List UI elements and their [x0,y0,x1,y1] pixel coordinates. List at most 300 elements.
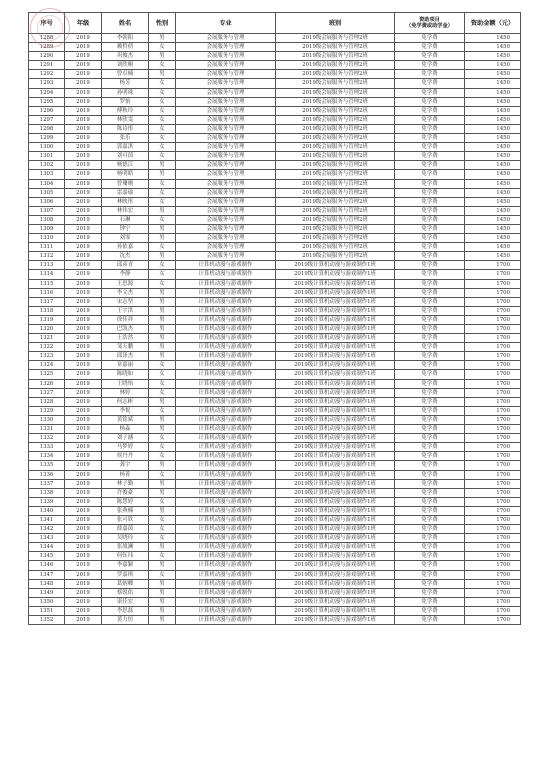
cell-class: 2019级计算机动漫与游戏制作1班 [276,461,395,470]
cell-year: 2019 [65,215,102,224]
header-project-line2: （免学费或助学金） [406,23,453,29]
cell-year: 2019 [65,425,102,434]
cell-seq: 1347 [29,570,65,579]
cell-name: 李朝阳 [102,34,149,43]
cell-project: 免学费 [395,52,465,61]
cell-class: 2019级计算机动漫与游戏制作1班 [276,561,395,570]
table-row [29,570,521,579]
cell-major: 计算机动漫与游戏制作 [176,570,276,579]
cell-class: 2019级计算机动漫与游戏制作1班 [276,543,395,552]
cell-project: 免学费 [395,34,465,43]
cell-gender: 女 [149,470,176,479]
cell-amount: 1450 [465,43,521,52]
cell-year: 2019 [65,452,102,461]
cell-gender: 女 [149,515,176,524]
cell-project: 免学费 [395,406,465,415]
cell-gender: 男 [149,52,176,61]
cell-year: 2019 [65,552,102,561]
header-seq: 序号 [29,13,65,34]
table-row [29,52,521,61]
cell-gender: 女 [149,243,176,252]
cell-project: 免学费 [395,315,465,324]
cell-amount: 1450 [465,197,521,206]
cell-year: 2019 [65,270,102,279]
cell-gender: 女 [149,97,176,106]
cell-major: 计算机动漫与游戏制作 [176,452,276,461]
cell-project: 免学费 [395,488,465,497]
cell-year: 2019 [65,306,102,315]
cell-amount: 1700 [465,606,521,615]
cell-year: 2019 [65,79,102,88]
cell-name: 邱彦青 [102,261,149,270]
cell-project: 免学费 [395,79,465,88]
cell-seq: 1292 [29,70,65,79]
cell-major: 计算机动漫与游戏制作 [176,325,276,334]
cell-name: 黄力恒 [102,616,149,625]
cell-year: 2019 [65,279,102,288]
cell-year: 2019 [65,224,102,233]
cell-amount: 1450 [465,134,521,143]
cell-seq: 1316 [29,288,65,297]
cell-name: 陈慧婷 [102,497,149,506]
cell-gender: 女 [149,188,176,197]
cell-major: 计算机动漫与游戏制作 [176,406,276,415]
cell-name: 王思源 [102,279,149,288]
table-row [29,43,521,52]
cell-name: 张燕楠 [102,506,149,515]
cell-amount: 1450 [465,143,521,152]
cell-major: 计算机动漫与游戏制作 [176,552,276,561]
cell-class: 2019级计算机动漫与游戏制作1班 [276,452,395,461]
cell-year: 2019 [65,252,102,261]
cell-year: 2019 [65,525,102,534]
cell-major: 会展服务与管理 [176,52,276,61]
cell-seq: 1314 [29,270,65,279]
cell-gender: 女 [149,88,176,97]
cell-year: 2019 [65,597,102,606]
cell-major: 会展服务与管理 [176,224,276,233]
cell-year: 2019 [65,43,102,52]
cell-name: 钟宁 [102,224,149,233]
cell-class: 2019级计算机动漫与游戏制作1班 [276,515,395,524]
table-row [29,170,521,179]
cell-major: 会展服务与管理 [176,188,276,197]
header-major: 专业 [176,13,276,34]
cell-amount: 1700 [465,361,521,370]
table-row [29,406,521,415]
cell-major: 计算机动漫与游戏制作 [176,543,276,552]
table-row [29,388,521,397]
cell-seq: 1334 [29,452,65,461]
cell-year: 2019 [65,152,102,161]
cell-class: 2019级会展服务与管理2班 [276,170,395,179]
cell-major: 计算机动漫与游戏制作 [176,334,276,343]
funding-table [28,12,521,625]
cell-project: 免学费 [395,188,465,197]
cell-gender: 女 [149,406,176,415]
cell-class: 2019级计算机动漫与游戏制作1班 [276,425,395,434]
cell-seq: 1320 [29,325,65,334]
cell-seq: 1345 [29,552,65,561]
cell-seq: 1332 [29,434,65,443]
cell-name: 薛嘉茵 [102,525,149,534]
table-row [29,461,521,470]
cell-major: 计算机动漫与游戏制作 [176,425,276,434]
cell-class: 2019级会展服务与管理2班 [276,61,395,70]
cell-project: 免学费 [395,434,465,443]
cell-seq: 1294 [29,88,65,97]
cell-seq: 1338 [29,488,65,497]
cell-class: 2019级计算机动漫与游戏制作1班 [276,570,395,579]
cell-amount: 1700 [465,515,521,524]
cell-gender: 男 [149,234,176,243]
cell-name: 蔡锐佑 [102,588,149,597]
cell-seq: 1326 [29,379,65,388]
table-row [29,616,521,625]
table-row [29,325,521,334]
table-row [29,397,521,406]
cell-year: 2019 [65,188,102,197]
cell-seq: 1329 [29,406,65,415]
funding-list-sheet [28,12,520,625]
cell-gender: 女 [149,552,176,561]
cell-seq: 1304 [29,179,65,188]
cell-project: 免学费 [395,525,465,534]
cell-class: 2019级计算机动漫与游戏制作1班 [276,397,395,406]
cell-class: 2019级会展服务与管理2班 [276,188,395,197]
cell-amount: 1700 [465,352,521,361]
cell-class: 2019级计算机动漫与游戏制作1班 [276,443,395,452]
cell-name: 谌佳宏 [102,597,149,606]
table-row [29,525,521,534]
cell-amount: 1700 [465,388,521,397]
cell-year: 2019 [65,124,102,133]
table-row [29,370,521,379]
cell-major: 计算机动漫与游戏制作 [176,606,276,615]
cell-name: 徐佳祥 [102,315,149,324]
cell-amount: 1700 [465,406,521,415]
cell-amount: 1700 [465,397,521,406]
header-gender: 性别 [149,13,176,34]
cell-amount: 1450 [465,61,521,70]
cell-seq: 1319 [29,315,65,324]
cell-major: 会展服务与管理 [176,161,276,170]
cell-amount: 1700 [465,334,521,343]
cell-seq: 1288 [29,34,65,43]
table-row [29,270,521,279]
cell-major: 计算机动漫与游戏制作 [176,561,276,570]
cell-year: 2019 [65,497,102,506]
cell-major: 计算机动漫与游戏制作 [176,397,276,406]
cell-gender: 女 [149,452,176,461]
cell-class: 2019级计算机动漫与游戏制作1班 [276,361,395,370]
table-body [29,34,521,625]
cell-project: 免学费 [395,343,465,352]
cell-class: 2019级计算机动漫与游戏制作1班 [276,488,395,497]
cell-year: 2019 [65,406,102,415]
cell-year: 2019 [65,243,102,252]
cell-name: 侯丹丹 [102,452,149,461]
cell-name: 宋志坚 [102,297,149,306]
cell-gender: 男 [149,397,176,406]
cell-class: 2019级会展服务与管理2班 [276,115,395,124]
cell-major: 计算机动漫与游戏制作 [176,461,276,470]
cell-year: 2019 [65,543,102,552]
cell-name: 葛炳卿 [102,579,149,588]
cell-class: 2019级计算机动漫与游戏制作1班 [276,306,395,315]
cell-gender: 女 [149,115,176,124]
cell-gender: 男 [149,334,176,343]
cell-project: 免学费 [395,479,465,488]
cell-name: 陈诗彤 [102,124,149,133]
cell-class: 2019级计算机动漫与游戏制作1班 [276,479,395,488]
cell-amount: 1450 [465,161,521,170]
cell-seq: 1350 [29,597,65,606]
cell-seq: 1331 [29,425,65,434]
cell-name: 张战澜 [102,543,149,552]
cell-seq: 1340 [29,506,65,515]
cell-class: 2019级计算机动漫与游戏制作1班 [276,261,395,270]
table-row [29,488,521,497]
cell-project: 免学费 [395,124,465,133]
header-class: 班别 [276,13,395,34]
cell-amount: 1700 [465,315,521,324]
cell-year: 2019 [65,534,102,543]
cell-class: 2019级计算机动漫与游戏制作1班 [276,334,395,343]
cell-amount: 1700 [465,534,521,543]
table-row [29,161,521,170]
cell-year: 2019 [65,115,102,124]
table-row [29,379,521,388]
table-row [29,334,521,343]
cell-project: 免学费 [395,306,465,315]
cell-major: 计算机动漫与游戏制作 [176,588,276,597]
cell-year: 2019 [65,61,102,70]
cell-class: 2019级计算机动漫与游戏制作1班 [276,270,395,279]
cell-year: 2019 [65,234,102,243]
header-project [395,13,465,34]
cell-year: 2019 [65,443,102,452]
cell-year: 2019 [65,606,102,615]
cell-gender: 男 [149,343,176,352]
cell-amount: 1700 [465,425,521,434]
table-row [29,343,521,352]
cell-class: 2019级计算机动漫与游戏制作1班 [276,370,395,379]
cell-year: 2019 [65,616,102,625]
cell-amount: 1450 [465,152,521,161]
table-row [29,515,521,524]
cell-name: 曾珊珊 [102,179,149,188]
cell-gender: 女 [149,179,176,188]
cell-year: 2019 [65,579,102,588]
cell-project: 免学费 [395,452,465,461]
cell-year: 2019 [65,315,102,324]
cell-name: 赖哲倩 [102,43,149,52]
cell-major: 计算机动漫与游戏制作 [176,352,276,361]
cell-class: 2019级会展服务与管理2班 [276,197,395,206]
cell-project: 免学费 [395,534,465,543]
cell-year: 2019 [65,488,102,497]
cell-major: 会展服务与管理 [176,43,276,52]
cell-amount: 1700 [465,415,521,424]
cell-major: 计算机动漫与游戏制作 [176,470,276,479]
table-row [29,452,521,461]
cell-gender: 男 [149,352,176,361]
cell-amount: 1450 [465,224,521,233]
cell-class: 2019级会展服务与管理2班 [276,43,395,52]
cell-amount: 1700 [465,261,521,270]
table-row [29,470,521,479]
cell-year: 2019 [65,206,102,215]
cell-amount: 1450 [465,88,521,97]
cell-gender: 男 [149,315,176,324]
cell-major: 计算机动漫与游戏制作 [176,415,276,424]
cell-class: 2019级计算机动漫与游戏制作1班 [276,534,395,543]
cell-major: 会展服务与管理 [176,134,276,143]
cell-seq: 1352 [29,616,65,625]
cell-amount: 1700 [465,379,521,388]
table-row [29,552,521,561]
cell-name: 张乐 [102,134,149,143]
cell-amount: 1450 [465,79,521,88]
table-row [29,215,521,224]
table-row [29,425,521,434]
cell-seq: 1296 [29,106,65,115]
cell-major: 会展服务与管理 [176,79,276,88]
table-row [29,70,521,79]
cell-name: 张可欣 [102,515,149,524]
cell-name: 刘霏 [102,234,149,243]
cell-seq: 1312 [29,252,65,261]
cell-project: 免学费 [395,425,465,434]
cell-amount: 1700 [465,570,521,579]
cell-seq: 1306 [29,197,65,206]
cell-class: 2019级会展服务与管理2班 [276,161,395,170]
cell-project: 免学费 [395,552,465,561]
cell-project: 免学费 [395,325,465,334]
cell-major: 计算机动漫与游戏制作 [176,579,276,588]
table-row [29,297,521,306]
cell-year: 2019 [65,70,102,79]
cell-gender: 男 [149,479,176,488]
cell-amount: 1700 [465,616,521,625]
cell-class: 2019级会展服务与管理2班 [276,34,395,43]
cell-amount: 1450 [465,170,521,179]
cell-project: 免学费 [395,61,465,70]
table-row [29,315,521,324]
cell-major: 计算机动漫与游戏制作 [176,479,276,488]
cell-year: 2019 [65,361,102,370]
cell-major: 计算机动漫与游戏制作 [176,261,276,270]
cell-amount: 1450 [465,34,521,43]
cell-year: 2019 [65,334,102,343]
cell-gender: 男 [149,561,176,570]
cell-major: 计算机动漫与游戏制作 [176,597,276,606]
cell-project: 免学费 [395,543,465,552]
cell-amount: 1700 [465,325,521,334]
cell-amount: 1700 [465,306,521,315]
cell-amount: 1700 [465,525,521,534]
cell-gender: 女 [149,106,176,115]
cell-year: 2019 [65,479,102,488]
cell-seq: 1323 [29,352,65,361]
cell-year: 2019 [65,388,102,397]
cell-class: 2019级会展服务与管理2班 [276,179,395,188]
cell-seq: 1301 [29,152,65,161]
cell-gender: 男 [149,579,176,588]
cell-amount: 1450 [465,179,521,188]
cell-major: 会展服务与管理 [176,215,276,224]
cell-gender: 男 [149,606,176,615]
cell-amount: 1450 [465,252,521,261]
cell-year: 2019 [65,570,102,579]
cell-class: 2019级计算机动漫与游戏制作1班 [276,525,395,534]
cell-class: 2019级会展服务与管理2班 [276,224,395,233]
cell-class: 2019级计算机动漫与游戏制作1班 [276,588,395,597]
cell-seq: 1330 [29,415,65,424]
cell-seq: 1307 [29,206,65,215]
header-year: 年级 [65,13,102,34]
cell-amount: 1700 [465,288,521,297]
table-row [29,143,521,152]
cell-major: 会展服务与管理 [176,206,276,215]
cell-amount: 1700 [465,579,521,588]
cell-gender: 男 [149,325,176,334]
cell-major: 计算机动漫与游戏制作 [176,506,276,515]
table-row [29,97,521,106]
cell-name: 杨淼 [102,425,149,434]
table-row [29,224,521,233]
cell-class: 2019级计算机动漫与游戏制作1班 [276,406,395,415]
cell-gender: 女 [149,370,176,379]
cell-year: 2019 [65,179,102,188]
table-row [29,543,521,552]
cell-major: 计算机动漫与游戏制作 [176,515,276,524]
cell-class: 2019级会展服务与管理2班 [276,88,395,97]
table-row [29,34,521,43]
cell-year: 2019 [65,261,102,270]
cell-year: 2019 [65,170,102,179]
cell-gender: 女 [149,197,176,206]
cell-name: 傅秋玲 [102,106,149,115]
cell-year: 2019 [65,325,102,334]
cell-name: 黄铭斌 [102,415,149,424]
cell-gender: 男 [149,252,176,261]
table-row [29,197,521,206]
cell-class: 2019级计算机动漫与游戏制作1班 [276,297,395,306]
cell-gender: 男 [149,161,176,170]
cell-amount: 1450 [465,206,521,215]
cell-name: 李文杰 [102,288,149,297]
table-row [29,88,521,97]
table-row [29,115,521,124]
table-row [29,352,521,361]
cell-name: 马梦婷 [102,443,149,452]
cell-seq: 1349 [29,588,65,597]
cell-seq: 1341 [29,515,65,524]
table-row [29,61,521,70]
table-row [29,443,521,452]
cell-name: 刘欣桐 [102,61,149,70]
cell-name: 李嘉颖 [102,561,149,570]
cell-name: 邹天鹏 [102,343,149,352]
cell-gender: 女 [149,434,176,443]
cell-name: 林婷 [102,388,149,397]
cell-seq: 1317 [29,297,65,306]
table-row [29,134,521,143]
cell-name: 王宇洪 [102,306,149,315]
cell-project: 免学费 [395,97,465,106]
